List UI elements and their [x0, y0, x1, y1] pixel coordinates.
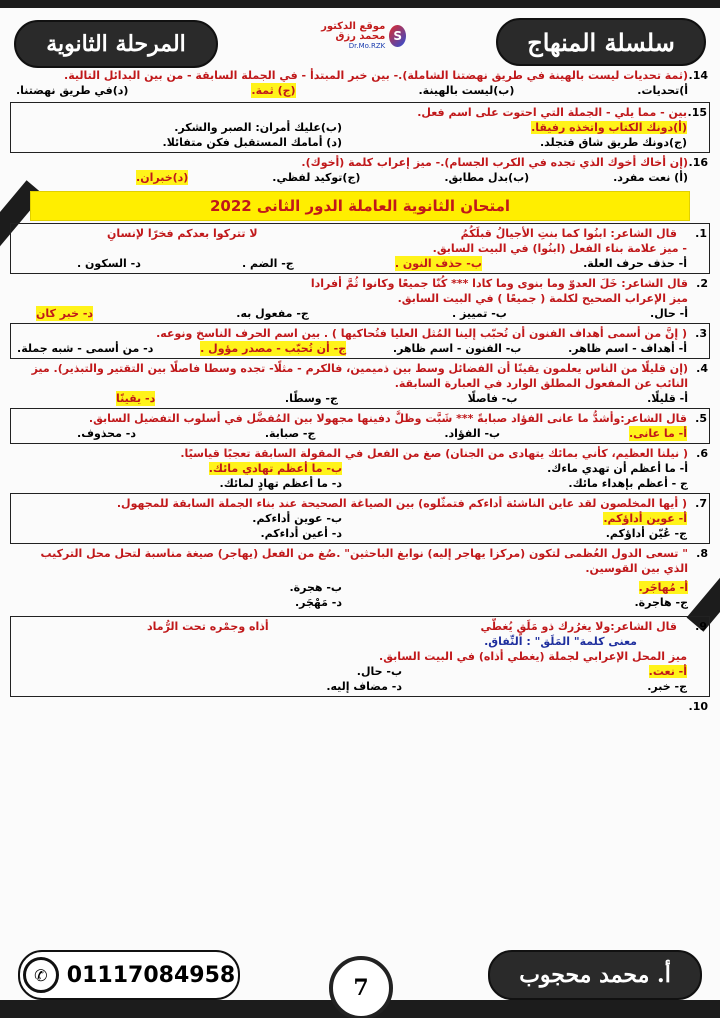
question-stem: (إن قليلًا من الناس يعلمون يقينًا أن الفضائل وسط بين ذميمين، فالكرم - مثلًا- تجده وسطا فاصلًا بين التقتير والتبذير). ميز النائب عن المفعول المطلق الوارد في العبارة السابقة. — [31, 362, 688, 390]
question-stem: ( إنَّ من أسمى أهداف الفنون أن تُحبّب إلينا المُثل العليا فتُحاكيها ) . بين اسم الحرف الناسخ ونوعه. — [156, 327, 687, 340]
option-a-answer: أ- مُهاجَر. — [638, 581, 688, 594]
author-name: أ. محمد محجوب — [519, 962, 671, 988]
site-logo — [296, 20, 406, 52]
question-16 — [10, 153, 710, 187]
question-number: 7. — [695, 497, 707, 510]
option-d-answer: د- خبر كان — [36, 307, 94, 320]
option-a: أ- قليلًا. — [647, 392, 688, 405]
question-stem: قال الشاعر: — [610, 227, 677, 240]
question-number: 14. — [688, 69, 708, 82]
page-number-badge — [329, 956, 393, 1018]
question-number: 4. — [696, 362, 708, 375]
question-sheet — [10, 66, 710, 715]
option-d: د- مَهْجَر. — [294, 596, 342, 609]
question-sub: - ميز علامة بناء الفعل (ابنُوا) في البيت السابق. — [432, 242, 687, 255]
author-badge — [488, 950, 702, 1000]
question-15 — [10, 102, 710, 153]
question-7 — [10, 493, 710, 544]
question-number: 5. — [695, 412, 707, 425]
question-number: 3. — [695, 327, 707, 340]
option-c: ج- الضم . — [242, 257, 294, 270]
series-title-badge — [496, 18, 706, 66]
option-b: (ب)عليك أمران: الصبر والشكر. — [174, 121, 342, 134]
option-c: ج- عُيّن أداؤكم. — [605, 527, 687, 540]
option-b: ب- الفنون - اسم ظاهر. — [392, 342, 522, 355]
option-b: ب- حال. — [356, 665, 402, 678]
option-b: ب- عوين أداءكم. — [252, 512, 342, 525]
option-b: (ب)ليست بالهينة. — [418, 84, 515, 97]
option-b: ب- فاصلًا — [467, 392, 518, 405]
verse-second-half: أذاه وجمْره تحت الرُّماد — [147, 620, 269, 633]
phone-badge — [18, 950, 240, 1000]
option-c: ج- مفعول به. — [236, 307, 309, 320]
series-title: سلسلة المنهاج — [527, 27, 675, 57]
option-c: (ج)توكيد لفظي. — [272, 171, 361, 184]
option-a-answer: (أ)دونك الكتاب واتخذه رفيقا. — [531, 121, 687, 134]
question-number: 8. — [696, 547, 708, 560]
option-c: ج- وسطًا. — [284, 392, 338, 405]
option-c: ج- خبر. — [647, 680, 687, 693]
question-stem: قال الشاعر:ولا يغرُرك ذو مَلَقٍ يُغطّي — [480, 620, 677, 633]
question-stem: " تسعى الدول العُظمى لتكون (مركزا يهاجر إليه) نوابغ الباحثين" .صُغ من الفعل (يهاجر) صيغة مناسبة لتحل محل التركيب الذي بين القوسين. — [40, 547, 688, 575]
question-stem: قال الشاعر: خَلَ العدوّ وما بنوى وما كادا *** كُنّا جميعًا وكانوا ثُمَّ أفرادا — [310, 277, 688, 290]
option-d-answer: (د)خبران. — [136, 171, 189, 184]
option-d: د- مضاف إليه. — [326, 680, 402, 693]
option-c: (ج)دونك طريق شاق فتجلد. — [539, 136, 687, 149]
question-stem: قال الشاعر:وأشدُّ ما عانى الفؤاد صبابةً *** شَبَّت وظلَّ دفينها مجهولا بين المُفضَّل في أسلوب التفضيل السابق. — [88, 412, 687, 425]
question-number: 15. — [687, 106, 707, 119]
option-d: (د)في طريق نهضتنا. — [16, 84, 129, 97]
option-b-answer: ب- حذف النون . — [394, 257, 482, 270]
question-2 — [10, 274, 710, 323]
option-d: د- من أسمى - شبه جملة. — [17, 342, 154, 355]
verse-first-half: ابنُوا كما بنتِ الأجيالُ قبلَكُمُ — [460, 227, 607, 240]
option-c: ج - أعظم بإهداء مائك. — [568, 477, 688, 490]
question-sub: ميز الإعراب الصحيح لكلمة ( جميعًا ) في البيت السابق. — [397, 292, 688, 305]
question-3 — [10, 323, 710, 359]
option-a: أ- ما أعظم أن تهدي ماءك. — [547, 462, 688, 475]
exam-banner: امتحان الثانوية العاملة الدور الثانى 2022 — [30, 191, 690, 221]
question-number: 1. — [695, 227, 707, 240]
option-a: (أ) نعت مفرد. — [613, 171, 688, 184]
option-a: أ- حال. — [650, 307, 688, 320]
option-c: ج- هاجرة. — [634, 596, 688, 609]
stage-title-badge — [14, 20, 218, 68]
stage-title: المرحلة الثانوية — [46, 31, 186, 57]
question-stem: بين - مما يلي - الجملة التي احتوت على اسم فعل. — [417, 106, 687, 119]
option-b: ب- الفؤاد. — [444, 427, 501, 440]
option-c: ج- صبابة. — [264, 427, 316, 440]
word-meaning: معنى كلمة" المَلَق" : النِّفاق. — [484, 635, 637, 648]
option-a: أ- أهداف - اسم ظاهر. — [568, 342, 687, 355]
question-stem: (ثمة تحديات ليست بالهينة في طريق نهضتنا الشاملة).- بين خبر المبتدأ - في الجملة السابقة - من بين البدائل التالية. — [64, 69, 688, 82]
question-stem: (إن أخاك أخوك الذي تجده في الكرب الجسام).- ميز إعراب كلمة (أخوك). — [301, 156, 688, 169]
question-6 — [10, 444, 710, 493]
question-8 — [10, 544, 710, 612]
option-a: أ- حذف حرف العلة. — [583, 257, 687, 270]
question-1 — [10, 223, 710, 274]
option-d: د- ما أعظم تهادٍ لمائك. — [219, 477, 342, 490]
logo-text: موقع الدكتور محمد رزق — [321, 20, 386, 43]
option-d: (د) أمامك المستقبل فكن متفائلا. — [162, 136, 342, 149]
verse-second-half: لا تتركوا بعدكم فخرًا لإنسانِ — [107, 227, 258, 240]
option-a-answer: أ- نعت. — [648, 665, 687, 678]
question-stem: ( أيها المخلصون لقد عاين الناشئة أداءكم فتمثّلوه) بين الصياغة الصحيحة عند بناء الجملة السابقة للمجهول. — [116, 497, 687, 510]
option-b: ب- تمييز . — [452, 307, 507, 320]
option-d: د- السكون . — [77, 257, 141, 270]
logo-subtext: Dr.Mo.RZK — [348, 41, 386, 50]
question-14 — [10, 66, 710, 100]
option-c-answer: (ج) ثمة. — [251, 84, 296, 97]
question-4 — [10, 359, 710, 408]
question-number: 6. — [696, 447, 708, 460]
option-a: أ)تحديات. — [637, 84, 688, 97]
phone-number: 01117084958 — [66, 962, 236, 988]
question-5 — [10, 408, 710, 444]
top-border — [0, 0, 720, 8]
question-10 — [10, 697, 710, 715]
option-d: د- أعين أداءكم. — [260, 527, 342, 540]
question-number: 2. — [696, 277, 708, 290]
phone-icon: ✆ — [23, 957, 59, 993]
question-number: 10. — [688, 700, 708, 713]
option-a-answer: أ- ما عانى. — [628, 427, 687, 440]
option-d-answer: د- يقينًا — [116, 392, 156, 405]
question-9 — [10, 616, 710, 697]
page-number: 7 — [353, 975, 369, 1001]
option-b-answer: ب- ما أعظم تهادي مائك. — [208, 462, 342, 475]
option-a-answer: أ- عوين أداؤكم. — [603, 512, 687, 525]
option-d: د- محذوف. — [77, 427, 136, 440]
logo-icon: S — [389, 25, 406, 47]
question-stem: ( نيلنا العظيم، كأني بمائك يتهادى من الجنان) صغ من الفعل في المقولة السابقة تعجبًا قياسيًا. — [180, 447, 688, 460]
option-c-answer: ج- أن تُحبّب - مصدر مؤول . — [200, 342, 347, 355]
question-number: 16. — [688, 156, 708, 169]
option-b: ب- هجرة. — [289, 581, 342, 594]
question-sub: ميز المحل الإعرابي لجملة (يغطي أذاه) في البيت السابق. — [379, 650, 687, 663]
option-b: (ب)بدل مطابق. — [444, 171, 530, 184]
question-number: 9. — [695, 620, 707, 633]
